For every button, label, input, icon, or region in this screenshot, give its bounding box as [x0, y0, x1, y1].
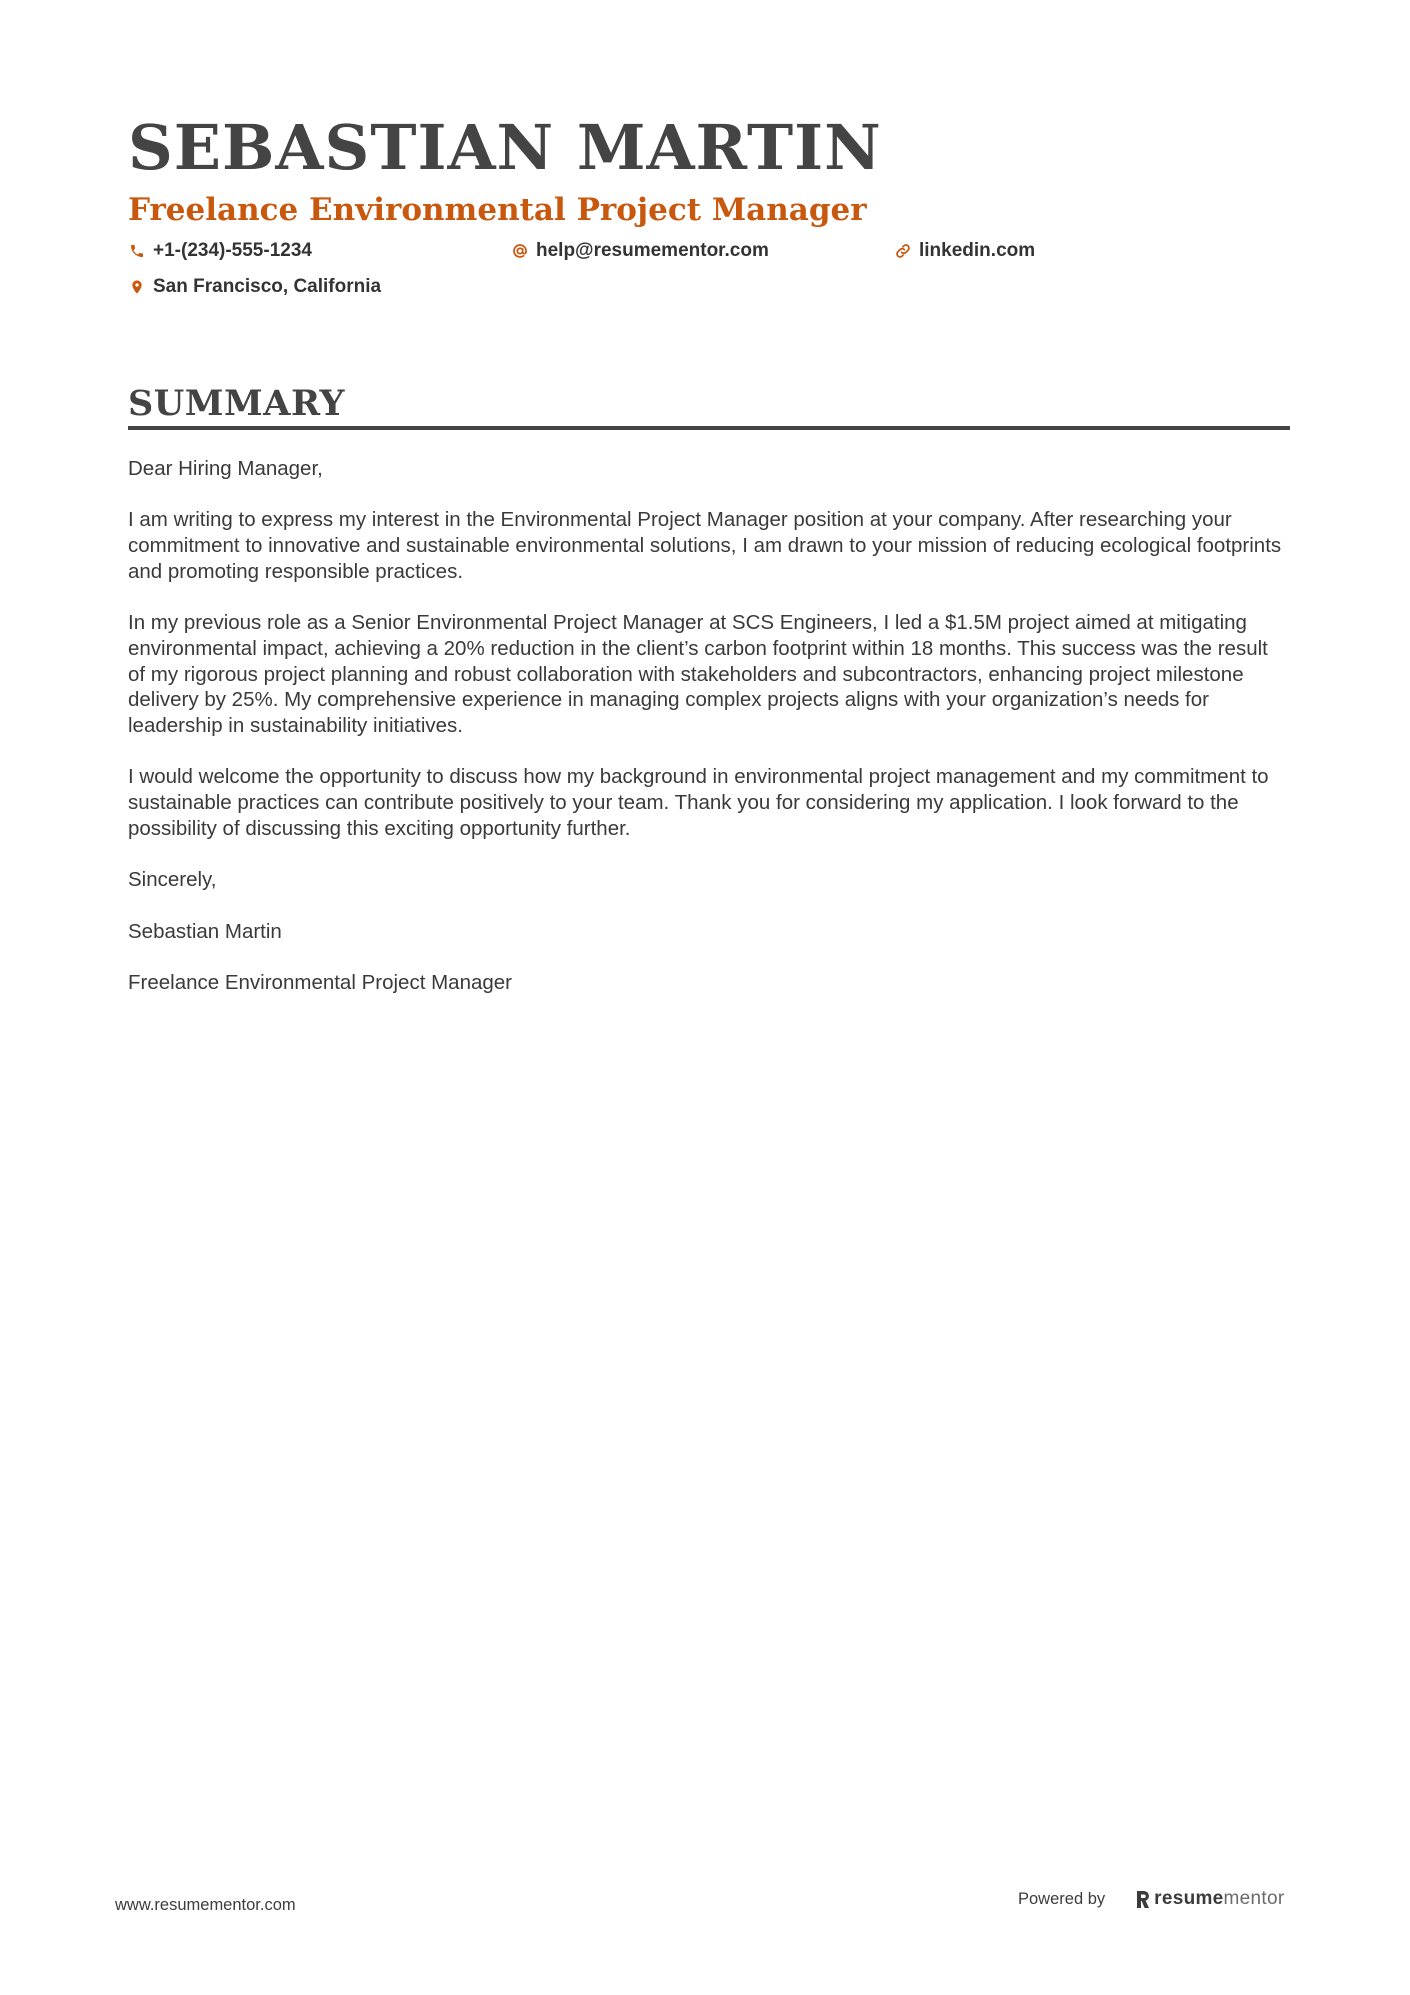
candidate-name: SEBASTIAN MARTIN	[128, 111, 882, 184]
footer-branding	[1018, 1888, 1284, 1910]
phone-text: +1-(234)-555-1234	[153, 240, 312, 261]
powered-by-label: Powered by	[1018, 1889, 1106, 1908]
letter-paragraph-3: I would welcome the opportunity to discuss how my background in environmental project management and my commitment to sustainable practices can contribute positively to your team. Thank you for considering my application. I look forward to the possibility of discussing this exciting opportunity further.	[128, 765, 1269, 840]
email-text: help@resumementor.com	[536, 240, 769, 261]
contact-phone[interactable]	[128, 240, 312, 262]
location-pin-icon	[128, 278, 146, 296]
cover-letter-body	[128, 456, 1290, 996]
location-text: San Francisco, California	[153, 276, 382, 297]
brand-logo[interactable]	[1135, 1888, 1284, 1910]
phone-icon	[128, 242, 146, 260]
contact-location	[128, 276, 381, 298]
footer-website-link[interactable]: www.resumementor.com	[115, 1896, 296, 1914]
contact-email[interactable]	[511, 240, 769, 262]
at-icon	[511, 242, 529, 260]
brand-name-part2: mentor	[1223, 1888, 1285, 1909]
linkedin-text: linkedin.com	[919, 240, 1036, 261]
job-title: Freelance Environmental Project Manager	[128, 192, 867, 228]
section-divider	[128, 426, 1290, 430]
closing: Sincerely,	[128, 868, 217, 892]
salutation: Dear Hiring Manager,	[128, 457, 323, 480]
link-icon	[894, 242, 912, 260]
letter-paragraph-2: In my previous role as a Senior Environmental Project Manager at SCS Engineers, I led a $1.5M project aimed at mitigating environmental impact, achieving a 20% reduction in the client’s carbon footprint within 18 months. This success was the result of my rigorous project planning and robust collaboration with stakeholders and subcontractors, enhancing project milestone delivery by 25%. My comprehensive experience in managing complex projects aligns with your organization’s needs for leadership in sustainability initiatives.	[128, 611, 1268, 737]
summary-heading: SUMMARY	[128, 383, 345, 424]
contact-linkedin[interactable]	[894, 240, 1035, 262]
resume-page	[128, 110, 1290, 1021]
signature-name: Sebastian Martin	[128, 919, 282, 943]
contact-info	[128, 240, 1290, 320]
brand-name-part1: resume	[1154, 1888, 1224, 1909]
brand-mark-icon	[1135, 1890, 1151, 1909]
letter-paragraph-1: I am writing to express my interest in the Environmental Project Manager position at your company. After researching your commitment to innovative and sustainable environmental solutions, I am drawn to your mission of reducing ecological footprints and promoting responsible practices.	[128, 508, 1282, 583]
signature-title: Freelance Environmental Project Manager	[128, 970, 512, 994]
